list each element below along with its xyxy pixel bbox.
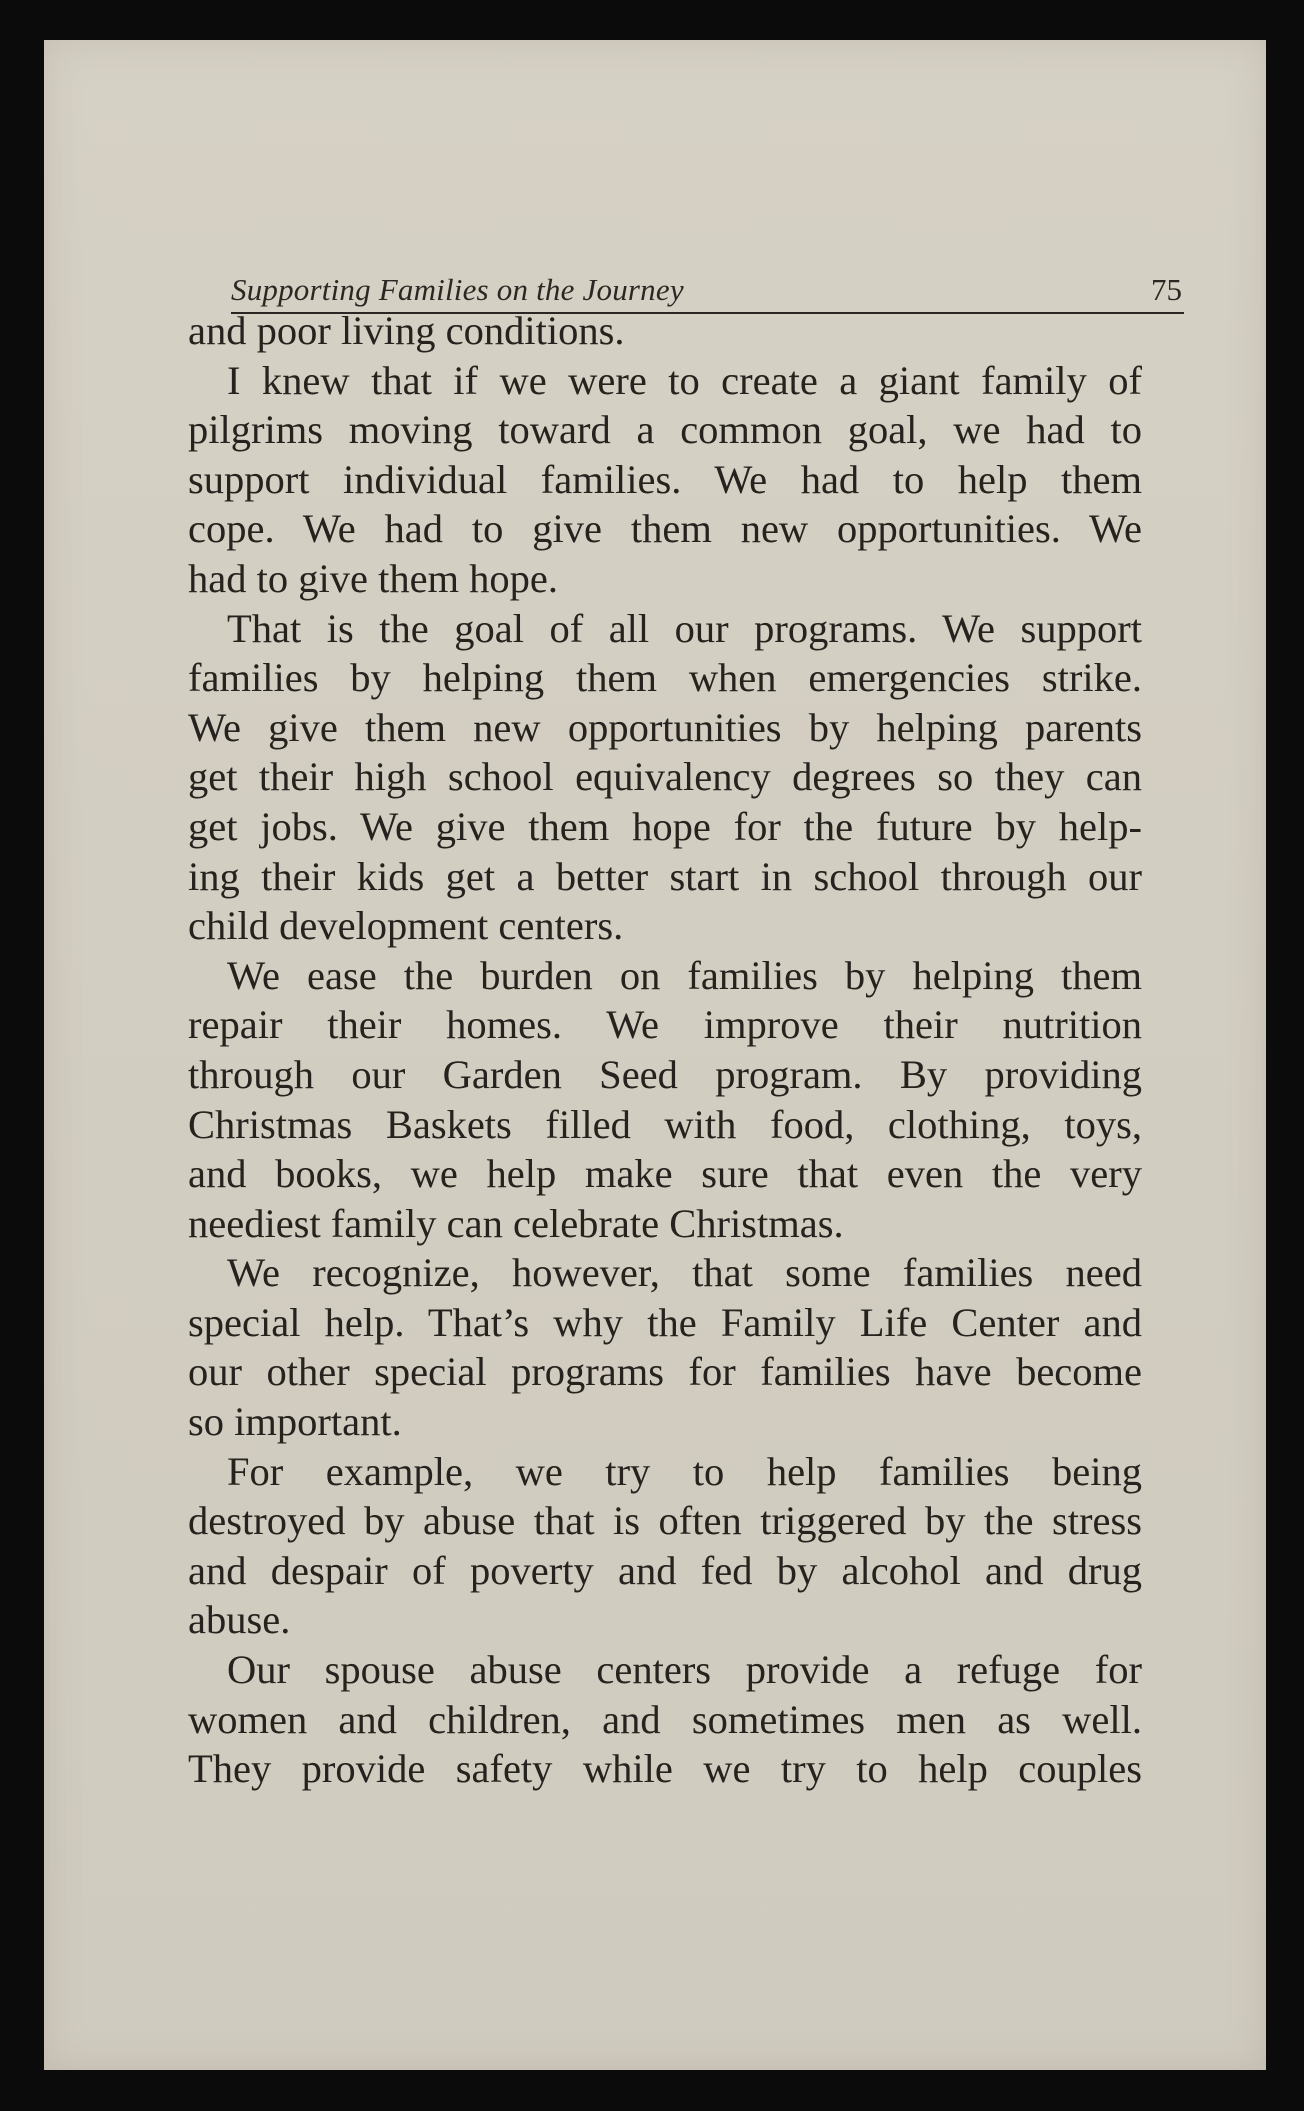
text-line: get their high school equivalency degrees so they can (188, 754, 1142, 800)
text-line: ing their kids get a better start in school through our (188, 853, 1142, 899)
text-line: We give them new opportunities by helping parents (188, 704, 1142, 750)
text-line: destroyed by abuse that is often triggered by the stress (188, 1498, 1142, 1544)
text-line: families by helping them when emergencies strike. (188, 655, 1142, 701)
text-line: abuse. (188, 1597, 291, 1643)
text-line: That is the goal of all our programs. We support (227, 605, 1142, 651)
text-line: repair their homes. We improve their nutrition (188, 1002, 1142, 1048)
text-line: our other special programs for families have become (188, 1349, 1142, 1395)
text-line: support individual families. We had to help them (188, 456, 1142, 502)
text-line: and books, we help make sure that even the very (188, 1151, 1142, 1197)
text-line: and poor living conditions. (188, 308, 625, 353)
text-line: We ease the burden on families by helping them (227, 952, 1142, 998)
text-line: women and children, and sometimes men as well. (188, 1696, 1142, 1742)
text-line: child development centers. (188, 903, 624, 949)
body-text (188, 306, 1142, 1794)
text-line: neediest family can celebrate Christmas. (188, 1200, 844, 1246)
text-line: cope. We had to give them new opportunities. We (188, 506, 1142, 552)
text-line: Our spouse abuse centers provide a refuge for (227, 1647, 1142, 1693)
text-line: special help. That’s why the Family Life Center and (188, 1299, 1142, 1345)
text-line: We recognize, however, that some families need (227, 1250, 1142, 1296)
text-line: I knew that if we were to create a giant family of (227, 357, 1142, 403)
text-line: Christmas Baskets filled with food, clothing, toys, (188, 1101, 1142, 1147)
text-line: They provide safety while we try to help couples (188, 1746, 1142, 1792)
text-line: get jobs. We give them hope for the future by help- (188, 803, 1142, 849)
running-title: Supporting Families on the Journey (231, 272, 684, 307)
text-line: so important. (188, 1399, 402, 1445)
text-line: pilgrims moving toward a common goal, we had to (188, 407, 1142, 453)
text-line: For example, we try to help families being (227, 1448, 1142, 1494)
page-number: 75 (1151, 272, 1182, 307)
text-line: through our Garden Seed program. By providing (188, 1051, 1142, 1097)
text-line: and despair of poverty and fed by alcohol and drug (188, 1547, 1142, 1593)
text-line: had to give them hope. (188, 555, 559, 601)
